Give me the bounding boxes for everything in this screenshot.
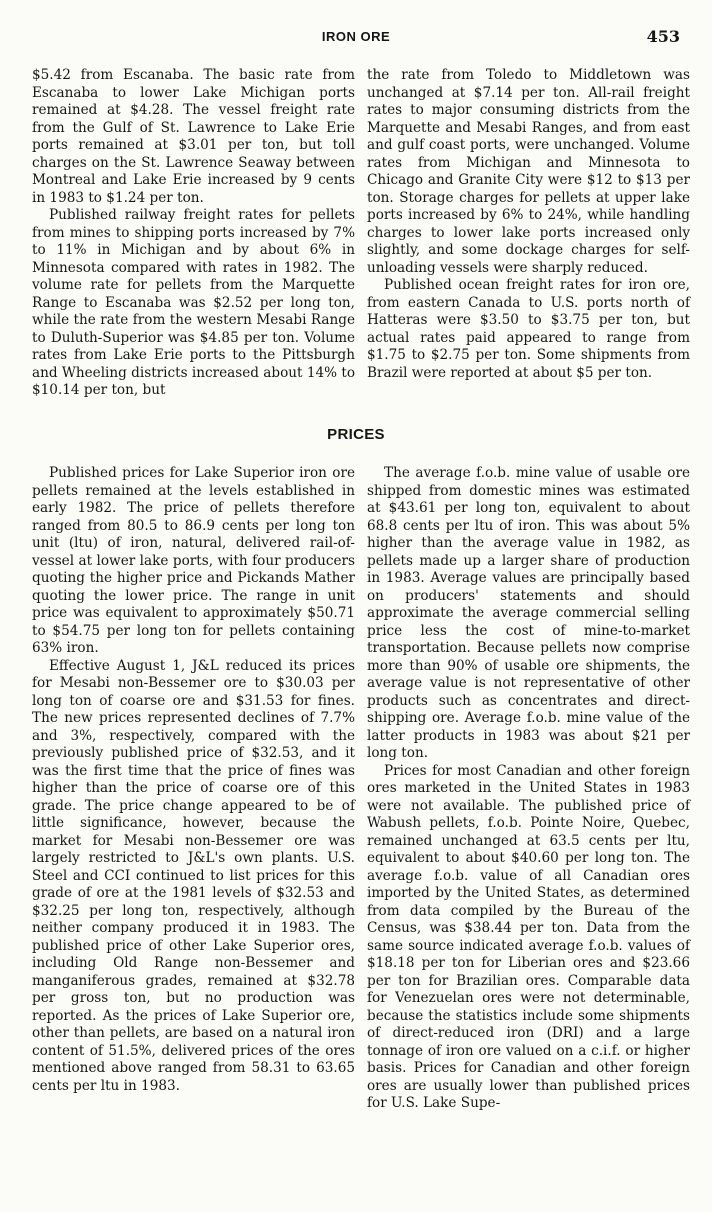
paragraph: Prices for most Canadian and other foreign ores marketed in the United States in 1983 were not available. The published price of Wabush pellets, f.o.b. Pointe Noire, Quebec, remained unchanged at 63.5 cents per ltu, equivalent to about $40.60 per long ton. The average f.o.b. value of all Canadian ores imported by the United States, as determined from data compiled by the Bureau of the Census, was $38.44 per ton. Data from the same source indicated average f.o.b. values of $18.18 per ton for Liberian ores and $23.66 per ton for Brazilian ores. Comparable data for Venezuelan ores were not determinable, because the statistics include some shipments of direct-reduced iron (DRI) and a large tonnage of iron ore valued on a c.i.f. or higher basis. Prices for Canadian and other foreign ores are usually lower than published prices for U.S. Lake Supe- bbox=[367, 762, 690, 1111]
running-head bbox=[0, 27, 712, 47]
paragraph: the rate from Toledo to Middletown was unchanged at $7.14 per ton. All-rail freight rates to major consuming districts from the Marquette and Mesabi Ranges, and from east and gulf coast ports, were unchanged. Volume rates from Michigan and Minnesota to Chicago and Granite City were $12 to $13 per ton. Storage charges for pellets at upper lake ports increased by 6% to 24%, while handling charges to lower lake ports increased only slightly, and some dockage charges for self-unloading vessels were sharply reduced. bbox=[367, 67, 690, 276]
top-left-column bbox=[32, 67, 355, 400]
paragraph: Published railway freight rates for pellets from mines to shipping ports increased by 7% to 11% in Michigan and by about 6% in Minnesota compared with rates in 1982. The volume rate for pellets from the Marquette Range to Escanaba was $2.52 per long ton, while the rate from the western Mesabi Range to Duluth-Superior was $4.85 per ton. Volume rates from Lake Erie ports to the Pittsburgh and Wheeling districts increased about 14% to $10.14 per ton, but bbox=[32, 207, 355, 398]
paragraph: Published ocean freight rates for iron ore, from eastern Canada to U.S. ports north of Hatteras were $3.50 to $3.75 per ton, but actual rates paid appeared to range from $1.75 to $2.75 per ton. Some shipments from Brazil were reported at about $5 per ton. bbox=[367, 277, 690, 381]
paragraph: Published prices for Lake Superior iron ore pellets remained at the levels established in early 1982. The price of pellets therefore ranged from 80.5 to 86.9 cents per long ton unit (ltu) of iron, natural, delivered rail-of-vessel at lower lake ports, with four producers quoting the higher price and Pickands Mather quoting the lower price. The range in unit price was equivalent to approximately $50.71 to $54.75 per long ton for pellets containing 63% iron. bbox=[32, 465, 355, 656]
paragraph: Effective August 1, J&L reduced its prices for Mesabi non-Bessemer ore to $30.03 per long ton of coarse ore and $31.53 for fines. The new prices represented declines of 7.7% and 3%, respectively, compared with the previously published price of $32.53, and it was the first time that the price of fines was higher than the price of coarse ore of this grade. The price change appeared to be of little significance, however, because the market for Mesabi non-Bessemer ore was largely restricted to J&L's own plants. U.S. Steel and CCI continued to list prices for this grade of ore at the 1981 levels of $32.53 and $32.25 per long ton, respectively, although neither company produced it in 1983. The published price of other Lake Superior ores, including Old Range non-Bessemer and manganiferous grades, remained at $32.78 per gross ton, but no production was reported. As the prices of Lake Superior ore, other than pellets, are based on a natural iron content of 51.5%, delivered prices of the ores mentioned above ranged from 58.31 to 63.65 cents per ltu in 1983. bbox=[32, 657, 355, 1094]
prices-right-column bbox=[367, 465, 690, 1113]
prices-left-column bbox=[32, 465, 355, 1095]
top-right-column bbox=[367, 67, 690, 382]
running-title: IRON ORE bbox=[321, 29, 391, 44]
paragraph: The average f.o.b. mine value of usable ore shipped from domestic mines was estimated at $43.61 per long ton, equivalent to about 68.8 cents per ltu of iron. This was about 5% higher than the average value in 1982, as pellets made up a larger share of production in 1983. Average values are principally based on producers' statements and should approximate the average commercial selling price less the cost of mine-to-market transportation. Because pellets now comprise more than 90% of usable ore shipments, the average value is not representative of other products such as concentrates and direct-shipping ore. Average f.o.b. mine value of the latter products in 1983 was about $21 per long ton. bbox=[367, 465, 690, 761]
paragraph: $5.42 from Escanaba. The basic rate from Escanaba to lower Lake Michigan ports remained at $4.28. The vessel freight rate from the Gulf of St. Lawrence to Lake Erie ports remained at $3.01 per ton, but toll charges on the St. Lawrence Seaway between Montreal and Lake Erie increased by 9 cents in 1983 to $1.24 per ton. bbox=[32, 67, 355, 206]
section-heading-prices: PRICES bbox=[327, 426, 385, 443]
page-number: 453 bbox=[646, 27, 680, 46]
